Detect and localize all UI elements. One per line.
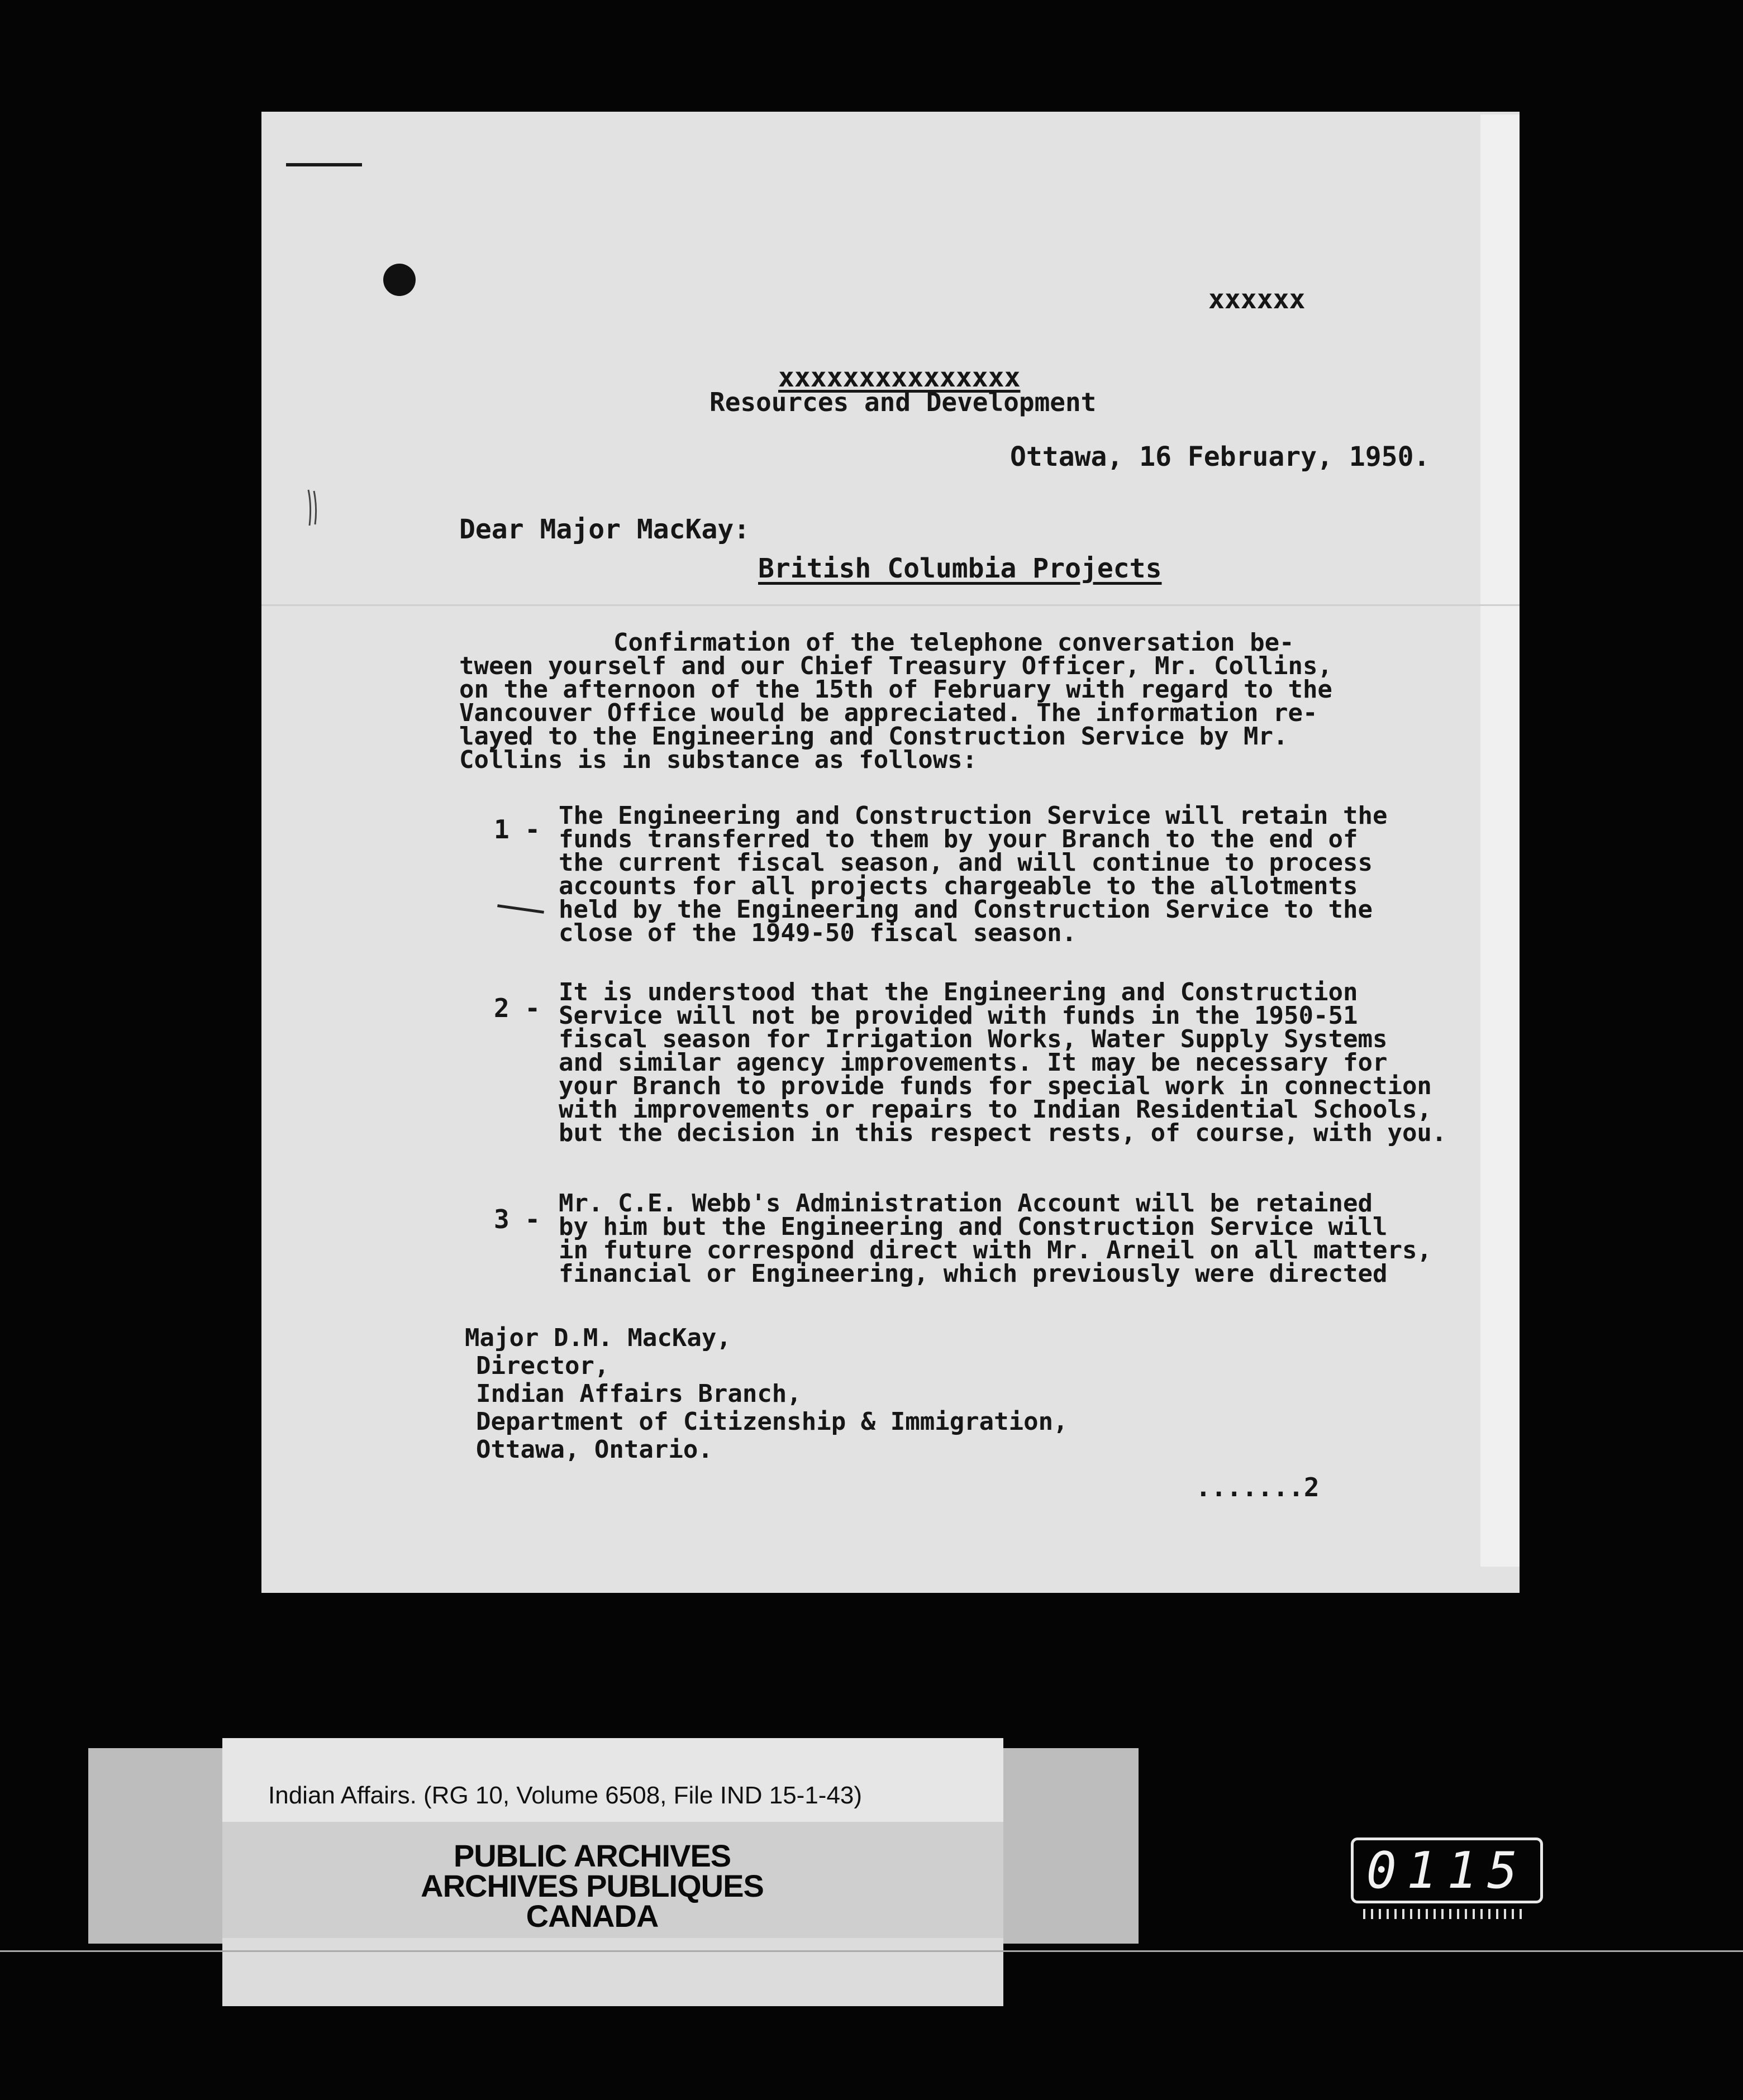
subject-line: British Columbia Projects (758, 553, 1162, 584)
item-line: with improvements or repairs to Indian Residential Schools, (559, 1095, 1432, 1124)
item-line: Mr. C.E. Webb's Administration Account will be retained (559, 1189, 1373, 1218)
corner-strikeout: xxxxxx (1208, 284, 1306, 315)
item-line: The Engineering and Construction Service will retain the (559, 801, 1388, 830)
item-line: but the decision in this respect rests, of course, with you. (559, 1119, 1447, 1147)
intro-line: tween yourself and our Chief Treasury Officer, Mr. Collins, (459, 652, 1332, 680)
intro-line: Collins is in substance as follows: (459, 746, 978, 774)
address-line: Major D.M. MacKay, (465, 1324, 731, 1352)
department-name: Resources and Development (709, 387, 1097, 417)
salutation: Dear Major MacKay: (459, 514, 750, 545)
place-date: Ottawa, 16 February, 1950. (1010, 441, 1430, 472)
department-strikeout: xxxxxxxxxxxxxxx (778, 362, 1021, 393)
intro-line: Confirmation of the telephone conversation be- (613, 628, 1294, 657)
item-line: held by the Engineering and Construction Service to the (559, 895, 1373, 924)
stamp-line: CANADA (526, 1898, 659, 1934)
item-line: funds transferred to them by your Branch to the end of (559, 825, 1358, 853)
continued-marker: .......2 (1196, 1472, 1320, 1502)
archive-reference: Indian Affairs. (RG 10, Volume 6508, File IND 15-1-43) (268, 1782, 863, 1809)
paper-edge (1480, 114, 1520, 1567)
item-line: your Branch to provide funds for special work in connection (559, 1072, 1432, 1100)
hole-punch (383, 264, 416, 296)
stamp-label-lower (222, 1938, 1003, 2006)
intro-line: on the afternoon of the 15th of February with regard to the (459, 675, 1332, 704)
frame-number: 0115 (1351, 1837, 1543, 1903)
frame-scale (1363, 1909, 1525, 1919)
item-line: Service will not be provided with funds in the 1950-51 (559, 1001, 1358, 1030)
item-number: 2 - (494, 993, 541, 1023)
stamp-line: PUBLIC ARCHIVES (453, 1838, 731, 1873)
margin-mark (286, 163, 362, 166)
item-line: in future correspond direct with Mr. Arneil on all matters, (559, 1236, 1432, 1264)
item-line: by him but the Engineering and Construction Service will (559, 1213, 1388, 1241)
item-line: accounts for all projects chargeable to the allotments (559, 872, 1358, 900)
item-line: the current fiscal season, and will continue to process (559, 848, 1373, 877)
address-line: Indian Affairs Branch, (476, 1380, 802, 1408)
film-edge (0, 1950, 1743, 1952)
address-line: Ottawa, Ontario. (476, 1435, 713, 1464)
item-number: 3 - (494, 1204, 541, 1234)
item-line: It is understood that the Engineering and Construction (559, 978, 1358, 1006)
item-number: 1 - (494, 814, 541, 844)
address-line: Director, (476, 1352, 609, 1380)
item-line: and similar agency improvements. It may be necessary for (559, 1048, 1388, 1077)
pencil-mark (306, 489, 320, 527)
page-crease (261, 604, 1520, 606)
item-line: financial or Engineering, which previously were directed (559, 1259, 1388, 1288)
intro-line: Vancouver Office would be appreciated. The information re- (459, 699, 1318, 727)
item-line: close of the 1949-50 fiscal season. (559, 919, 1077, 947)
stamp-line: ARCHIVES PUBLIQUES (421, 1868, 764, 1903)
item-line: fiscal season for Irrigation Works, Water Supply Systems (559, 1025, 1388, 1053)
address-line: Department of Citizenship & Immigration, (476, 1407, 1068, 1436)
intro-line: layed to the Engineering and Construction Service by Mr. (459, 722, 1288, 751)
